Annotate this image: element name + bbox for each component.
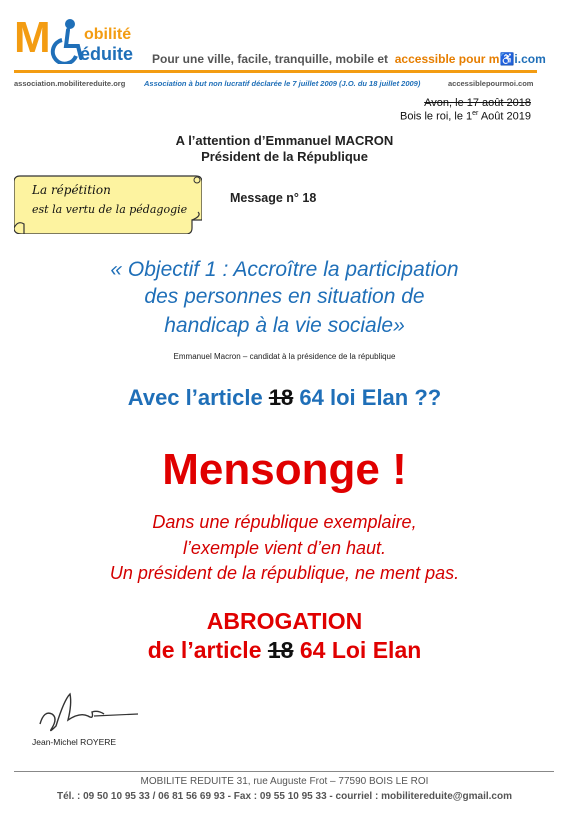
header-site-right: accessiblepourmoi.com — [448, 79, 534, 88]
date-new-suffix: Août 2019 — [478, 110, 531, 123]
wheelchair-icon — [50, 18, 84, 64]
tagline-text: Pour une ville, facile, tranquille, mobile et — [152, 52, 389, 66]
recipient-line1: A l’attention d’Emmanuel MACRON — [175, 133, 394, 148]
quote-line1: « Objectif 1 : Accroître la participation — [110, 258, 459, 281]
red-line-2: l’exemple vient d’en haut. — [182, 538, 387, 558]
tagline-accent-part2: i.com — [514, 52, 546, 66]
quote-attribution: Emmanuel Macron – candidat à la présidence de la république — [173, 352, 396, 361]
header-divider — [14, 70, 537, 73]
date-old: Avon, le 17 août 2018 — [424, 97, 531, 109]
abrogation-prefix: de l’article — [147, 637, 268, 663]
abrogation-struck-number: 18 — [267, 637, 294, 663]
footer-address: MOBILITE REDUITE 31, rue Auguste Frot – 77590 BOIS LE ROI — [140, 776, 429, 787]
logo-letter-m: M — [14, 13, 51, 62]
abrogation-suffix: 64 Loi Elan — [293, 637, 422, 663]
quote-line2: des personnes en situation de — [144, 285, 425, 308]
abrogation-article — [0, 637, 569, 664]
header-tagline — [152, 52, 546, 66]
article-struck-number: 18 — [268, 385, 294, 410]
logo-line-mobilite: obilité — [84, 26, 132, 43]
header-association-note: Association à but non lucratif déclarée le 7 juillet 2009 (J.O. du 18 juillet 2009) — [144, 79, 421, 88]
signer-name: Jean-Michel ROYERE — [32, 737, 117, 747]
red-line-1: Dans une république exemplaire, — [152, 512, 417, 532]
abrogation-title: ABROGATION — [206, 608, 363, 634]
article-suffix: 64 loi Elan ?? — [293, 385, 442, 410]
footer-divider — [14, 771, 554, 772]
date-new-sup: er — [472, 110, 479, 117]
message-number: Message n° 18 — [230, 191, 317, 205]
scroll-banner — [14, 172, 202, 234]
quote-line3: handicap à la vie sociale» — [164, 314, 405, 337]
scroll-text-line2: est la vertu de la pédagogie — [32, 203, 188, 216]
tagline-accent-part1: accessible pour m — [394, 52, 500, 66]
date-new-prefix: Bois le roi, le 1 — [400, 110, 473, 123]
header-site-left: association.mobilitereduite.org — [14, 79, 126, 88]
tagline-wheel-icon: ♿ — [499, 52, 515, 66]
article-prefix: Avec l’article — [127, 385, 269, 410]
footer-contact: Tél. : 09 50 10 95 33 / 06 81 56 69 93 - Fax : 09 55 10 95 33 - courriel : mobilitereduite@gmail.com — [57, 791, 512, 802]
recipient-line2: Président de la République — [201, 149, 368, 164]
article-question — [0, 385, 569, 411]
tagline-accent — [391, 52, 545, 66]
logo — [14, 14, 149, 76]
headline: Mensonge ! — [162, 445, 407, 494]
logo-line-reduite: éduite — [80, 44, 134, 64]
red-line-3: Un président de la république, ne ment pas. — [109, 563, 460, 583]
date-new — [400, 110, 531, 123]
signature-mark — [34, 690, 144, 740]
scroll-text-line1: La répétition — [32, 183, 111, 197]
